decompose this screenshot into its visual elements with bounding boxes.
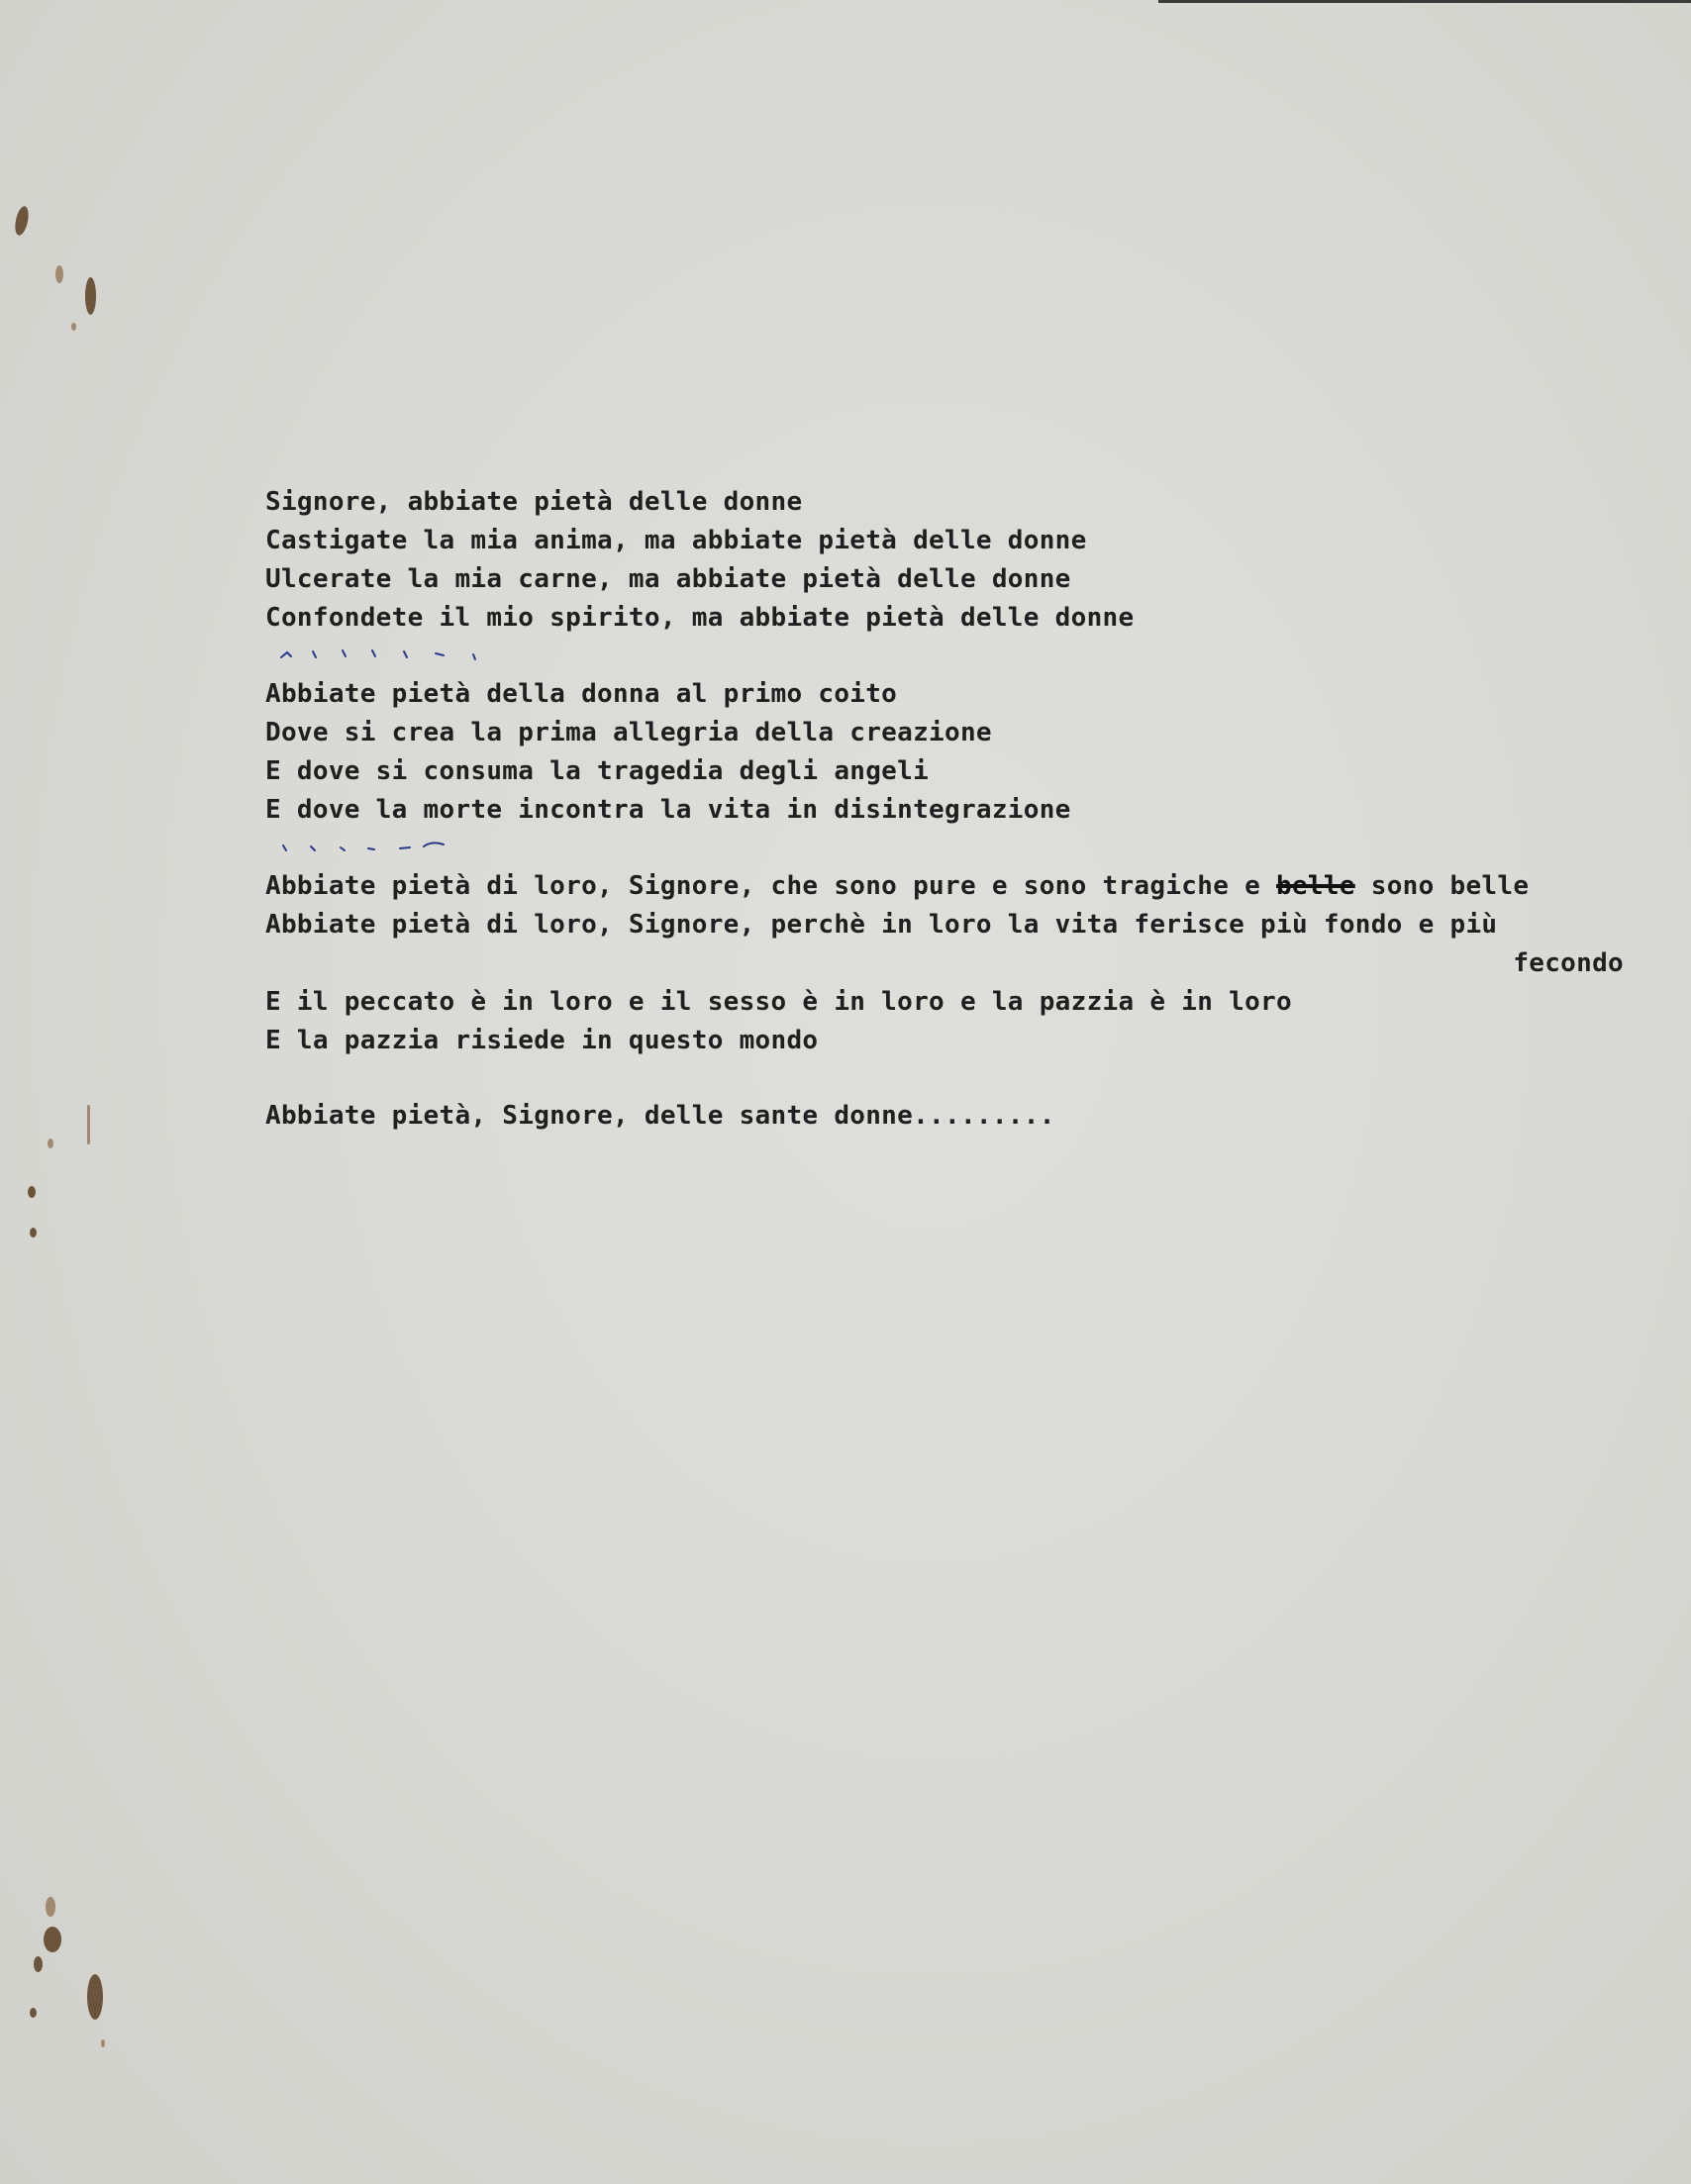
poem-line: Signore, abbiate pietà delle donne <box>265 487 803 517</box>
stanza-gap <box>265 1060 1671 1097</box>
page-top-edge-shadow <box>1158 0 1691 3</box>
struck-out-word: belle <box>1276 871 1355 901</box>
poem-line <box>265 867 1671 906</box>
closing-line: Abbiate pietà, Signore, delle sante donne......... <box>265 1101 1055 1131</box>
rust-stain <box>44 1927 61 1952</box>
rust-stain <box>30 1228 37 1238</box>
poem-line: Ulcerate la mia carne, ma abbiate pietà delle donne <box>265 564 1071 594</box>
rust-stain <box>46 1897 55 1917</box>
handwritten-scansion-marks <box>265 830 1671 867</box>
poem-line: Dove si crea la prima allegria della creazione <box>265 718 992 747</box>
rust-stain <box>13 205 31 237</box>
rust-stain <box>87 1105 90 1144</box>
poem-line: Abbiate pietà di loro, Signore, perchè in loro la vita ferisce più fondo e più <box>265 910 1498 940</box>
rust-stain <box>55 265 63 283</box>
rust-stain <box>48 1139 53 1148</box>
poem-line: Abbiate pietà della donna al primo coito <box>265 679 898 709</box>
handwritten-scansion-marks <box>265 638 1671 675</box>
poem-line: Confondete il mio spirito, ma abbiate pietà delle donne <box>265 603 1135 633</box>
poem-line: E la pazzia risiede in questo mondo <box>265 1026 819 1055</box>
poem-line: E dove la morte incontra la vita in disintegrazione <box>265 795 1071 825</box>
rust-stain <box>71 323 76 331</box>
rust-stain <box>28 1186 36 1198</box>
rust-stain <box>30 2008 37 2018</box>
rust-stain <box>101 2039 105 2047</box>
rust-stain <box>87 1974 103 2020</box>
line-text: Abbiate pietà di loro, Signore, che sono pure e sono tragiche e <box>265 871 1277 901</box>
rust-stain <box>34 1956 43 1972</box>
poem-line: E dove si consuma la tragedia degli angeli <box>265 756 930 786</box>
poem-line: E il peccato è in loro e il sesso è in loro e la pazzia è in loro <box>265 987 1292 1017</box>
poem-line: Castigate la mia anima, ma abbiate pietà delle donne <box>265 526 1087 555</box>
typed-poem <box>265 483 1671 1136</box>
line-text: sono belle <box>1354 871 1530 901</box>
poem-line-continuation: fecondo <box>1513 948 1624 978</box>
rust-stain <box>85 277 96 315</box>
